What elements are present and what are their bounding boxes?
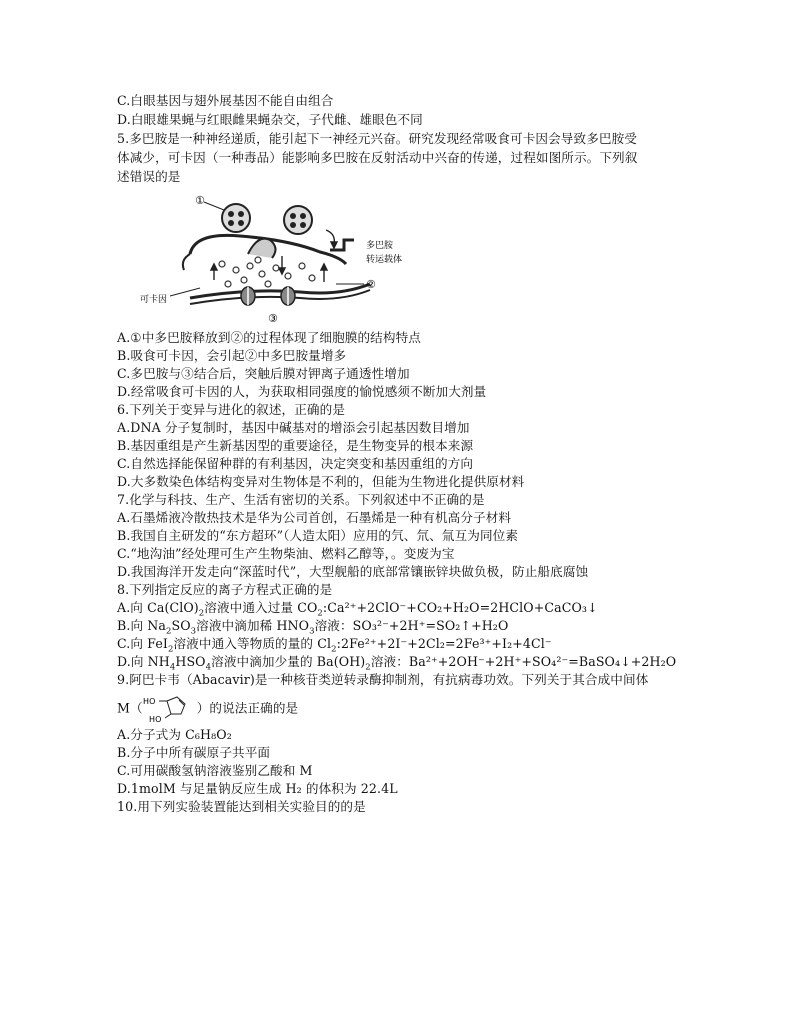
q4-option-c: C.白眼基因与翅外展基因不能自由组合	[117, 93, 334, 108]
struct-ho-1: HO	[142, 697, 156, 706]
label-3: ③	[268, 312, 278, 324]
q6-option-d: D.大多数染色体结构变异对生物体是不利的，但能为生物进化提供原材料	[117, 474, 525, 489]
label-2: ②	[366, 278, 376, 291]
q6-stem: 6.下列关于变异与进化的叙述，正确的是	[117, 402, 346, 417]
q9-option-d: D.1molM 与足量钠反应生成 H₂ 的体积为 22.4L	[117, 781, 398, 796]
q7-option-b: B.我国自主研发的“东方超环”（人造太阳）应用的氕、氘、氚互为同位素	[117, 528, 519, 543]
synapse-figure	[140, 192, 420, 324]
q7-option-a: A.石墨烯液冷散热技术是华为公司首创，石墨烯是一种有机高分子材料	[117, 510, 512, 525]
q5-option-d: D.经常吸食可卡因的人，为获取相同强度的愉悦感须不断加大剂量	[117, 384, 487, 399]
q5-stem-line-3: 述错误的是	[117, 169, 181, 184]
q8-option-a: A.向 $Ca(ClO)_2$溶液中通入过量 $CO_2:Ca^{2+}+2ClO^-+CO_2+H_2O=2HClO+CaCO_3↓$	[117, 600, 598, 619]
q9-stem-line-2: M（ HO HO ）的说法正确的是	[117, 694, 298, 724]
q6-option-b: B.基因重组是产生新基因型的重要途径，是生物变异的根本来源	[117, 438, 474, 453]
q5-stem-line-1: 5.多巴胺是一种神经递质，能引起下一神经元兴奋。研究发现经常吸食可卡因会导致多巴胺受	[117, 131, 637, 146]
transporter-label-1: 多巴胺	[366, 241, 394, 251]
label-1: ①	[195, 194, 205, 207]
q5-option-c: C.多巴胺与③结合后，突触后膜对钾离子通透性增加	[117, 366, 410, 381]
q6-option-a: A.DNA 分子复制时，基因中碱基对的增添会引起基因数目增加	[117, 420, 470, 435]
compound-m-structure	[143, 694, 197, 724]
q7-option-d: D.我国海洋开发走向“深蓝时代”，大型舰船的底部常镶嵌锌块做负极，防止船底腐蚀	[117, 564, 589, 579]
q8-stem: 8.下列指定反应的离子方程式正确的是	[117, 582, 333, 597]
transporter-label-2: 转运载体	[366, 255, 403, 265]
q5-option-b: B.吸食可卡因，会引起②中多巴胺量增多	[117, 348, 347, 363]
q7-stem: 7.化学与科技、生产、生活有密切的关系。下列叙述中不正确的是	[117, 492, 485, 507]
cocaine-label: 可卡因	[140, 295, 168, 305]
q6-option-c: C.自然选择能保留种群的有利基因，决定突变和基因重组的方向	[117, 456, 474, 471]
q8-option-b: B.向 $Na_2SO_3$溶液中滴加稀 $HNO_3$溶液：SO₃²⁻+2H⁺=SO₂↑+H₂O	[117, 618, 509, 637]
q8-option-d: D.向 $NH_4HSO_4$溶液中滴加少量的 $Ba(OH)_2$溶液：Ba²⁺+2OH⁻+2H⁺+SO₄²⁻=BaSO₄↓+2H₂O	[117, 654, 677, 673]
q9-option-b: B.分子中所有碳原子共平面	[117, 745, 271, 760]
q5-option-a: A.①中多巴胺释放到②的过程体现了细胞膜的结构特点	[117, 330, 421, 345]
q5-stem-line-2: 体减少，可卡因（一种毒品）能影响多巴胺在反射活动中兴奋的传递，过程如图所示。下列叙	[117, 150, 638, 165]
q9-option-a: A.分子式为 C₆H₈O₂	[117, 727, 232, 742]
q7-option-c: C.“地沟油”经处理可生产生物柴油、燃料乙醇等，。变废为宝	[117, 546, 455, 561]
q10-stem: 10.用下列实验装置能达到相关实验目的的是	[117, 799, 366, 814]
q8-option-c: C.向 FeI$_2$溶液中通入等物质的量的 $Cl_2:2Fe^{2+}+2I^-+2Cl_2=2Fe^{3+}+I_2+4Cl^-$	[117, 636, 552, 655]
q9-stem-line-1: 9.阿巴卡韦（Abacavir)是一种核苷类逆转录酶抑制剂，有抗病毒功效。下列关于其合成中间体	[117, 672, 649, 687]
q9-option-c: C.可用碳酸氢钠溶液鉴别乙酸和 M	[117, 763, 313, 778]
struct-ho-2: HO	[148, 715, 162, 724]
q4-option-d: D.白眼雄果蝇与红眼雌果蝇杂交，子代雌、雄眼色不同	[117, 112, 423, 127]
